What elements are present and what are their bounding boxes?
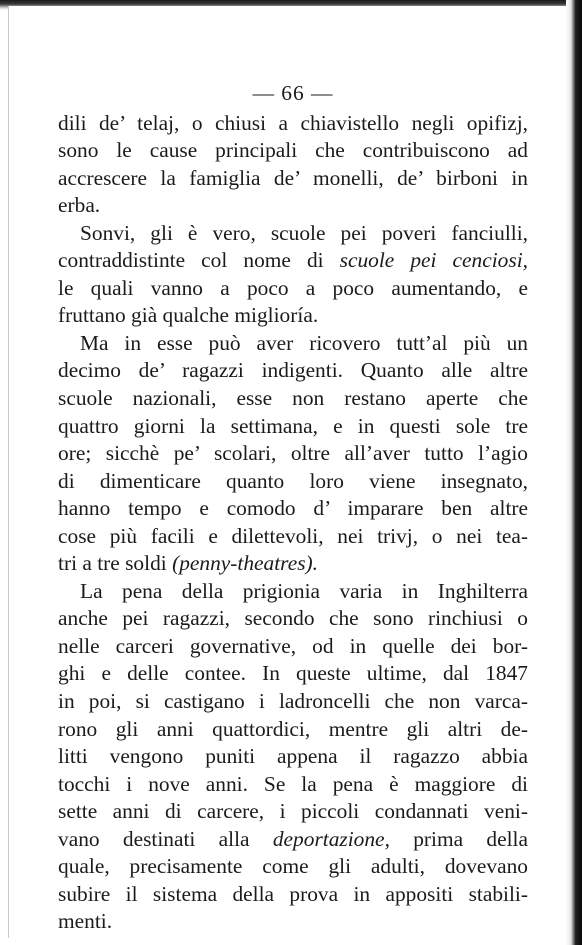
text-line: le quali vanno a poco a poco aumentando, e (58, 275, 528, 300)
text-line: nelle carceri governative, od in quelle dei bor- (58, 633, 528, 658)
text-line: Ma in esse può aver ricovero tutt’al più un (80, 330, 528, 355)
text-line-mixed (58, 550, 528, 578)
text-line: accrescere la famiglia de’ monelli, de’ birboni in (58, 165, 528, 190)
text-line: menti. (58, 909, 113, 934)
italic-term: deportazione (272, 826, 385, 851)
text-line: La pena della prigionia varia in Inghilterra (80, 578, 528, 603)
italic-term: (penny-theatres). (172, 551, 318, 576)
page-text (58, 80, 528, 936)
text-line: quale, precisamente come gli adulti, dovevano (58, 854, 528, 879)
text-fragment: contraddistinte col nome di (58, 248, 324, 273)
text-line: decimo de’ ragazzi indigenti. Quanto alle altre (58, 358, 528, 383)
text-line: anche pei ragazzi, secondo che sono rinchiusi o (58, 606, 528, 631)
text-line: dili de’ telaj, o chiusi a chiavistello negli opifizj, (58, 110, 528, 135)
page-number: — 66 — (252, 81, 334, 105)
text-line: quattro giorni la settimana, e in questi sole tre (58, 413, 528, 438)
text-line-mixed (58, 247, 528, 275)
text-line: litti vengono puniti appena il ragazzo abbia (58, 744, 528, 769)
text-line: hanno tempo e comodo d’ imparare ben altre (58, 496, 528, 521)
text-line-mixed (58, 826, 528, 854)
text-line: rono gli anni quattordici, mentre gli altri de- (58, 716, 528, 741)
text-line: ghi e delle contee. In queste ultime, dal 1847 (58, 661, 528, 686)
text-line: Sonvi, gli è vero, scuole pei poveri fanciulli, (80, 220, 528, 245)
text-line: sono le cause principali che contribuiscono ad (58, 138, 528, 163)
text-line: ore; sicchè pe’ scolari, oltre all’aver tutto l’agio (58, 441, 528, 466)
text-fragment: vano destinati alla (58, 826, 250, 851)
italic-term: scuole pei cenciosi, (339, 248, 528, 273)
text-line: in poi, si castigano i ladroncelli che non varca- (58, 689, 528, 714)
text-fragment: tri a tre soldi (58, 551, 167, 576)
text-line: erba. (58, 193, 101, 218)
scan-right-edge (566, 0, 582, 945)
text-line: fruttano già qualche miglioría. (58, 303, 319, 328)
text-fragment: , prima della (384, 826, 528, 851)
text-line: sette anni di carcere, i piccoli condannati veni- (58, 799, 528, 824)
text-line: subire il sistema della prova in appositi stabili- (58, 881, 528, 906)
text-line: di dimenticare quanto loro viene insegnato, (58, 468, 528, 493)
text-line: tocchi i nove anni. Se la pena è maggiore di (58, 771, 528, 796)
text-line: scuole nazionali, esse non restano aperte che (58, 386, 528, 411)
text-line: cose più facili e dilettevoli, nei trivj, o nei tea- (58, 523, 528, 548)
